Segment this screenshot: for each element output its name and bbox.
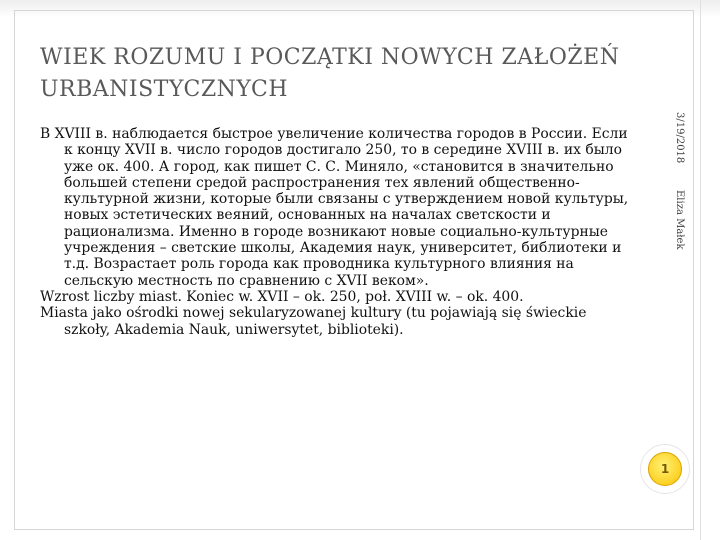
slide-content (40, 126, 630, 338)
paragraph-russian: В XVIII в. наблюдается быстрое увеличение количества городов в России. Если к концу XVII в. число городов достигало 250, то в середине XVIII в. их было уже ок. 400. А город, как пишет С. С. Миняло, «становится в значительно большей степени средой распространения тех явлений общественно-культурной жизни, которые были связаны с утверждением новой культуры, новых эстетических веяний, основанных на началах светскости и рационализма. Именно в городе возникают новые социально-культурные учреждения – светские школы, Академия наук, университет, библиотеки и т.д. Возрастает роль города как проводника культурного влияния на сельскую местность по сравнению с XVII веком». (40, 126, 629, 289)
slide-edge-line (700, 0, 701, 540)
slide-author: Eliza Małek (674, 190, 685, 250)
slide-date: 3/19/2018 (674, 112, 685, 164)
paragraph-growth: Wzrost liczby miast. Koniec w. XVII – ok. 250, poł. XVIII w. – ok. 400. (40, 288, 524, 305)
slide-title: WIEK ROZUMU I POCZĄTKI NOWYCH ZAŁOŻEŃ URBANISTYCZNYCH (40, 45, 620, 102)
paragraph-culture: Miasta jako ośrodki nowej sekularyzowanej kultury (tu pojawiają się świeckie szkoły, Akademia Nauk, uniwersytet, biblioteki). (40, 305, 587, 338)
page-number-badge: 1 (648, 452, 682, 486)
